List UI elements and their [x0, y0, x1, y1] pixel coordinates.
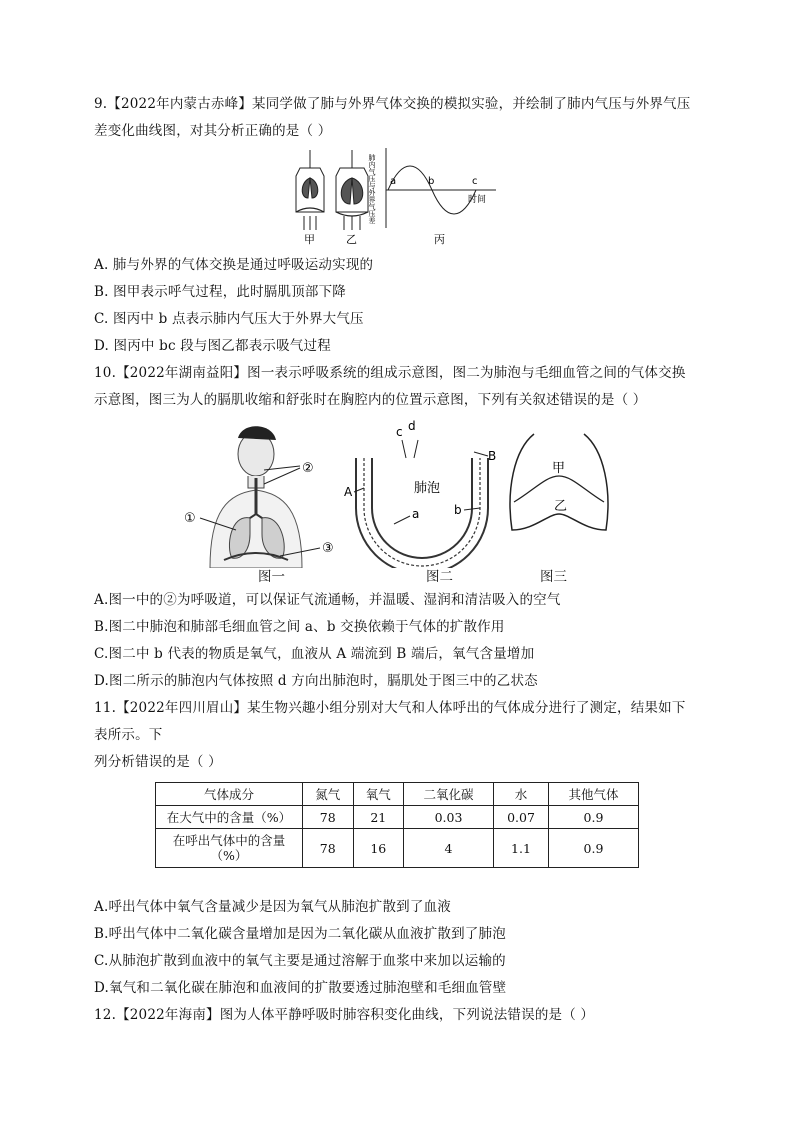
q11-option-c: C.从肺泡扩散到血液中的氧气主要是通过溶解于血浆中来加以运输的 [94, 953, 506, 969]
q11-stem-line2: 表所示。下 [94, 727, 163, 743]
table-cell: 0.07 [494, 806, 549, 829]
label-c: c [396, 425, 403, 439]
x-axis-label: 时间 [468, 195, 487, 205]
q10-stem-line1: 10.【2022年湖南益阳】图一表示呼吸系统的组成示意图，图二为肺泡与毛细血管之间的气体交换 [94, 365, 686, 381]
marker-1: ① [184, 511, 196, 526]
caption-fig2: 图二 [426, 569, 453, 585]
table-cell: 21 [353, 806, 404, 829]
table-cell: 78 [303, 806, 354, 829]
label-yi-fig3: 乙 [554, 499, 568, 514]
table-row [156, 829, 639, 868]
q10-option-d: D.图二所示的肺泡内气体按照 d 方向出肺泡时，膈肌处于图三中的乙状态 [94, 673, 538, 689]
caption-fig3: 图三 [540, 569, 567, 585]
label-bing: 丙 [434, 233, 445, 246]
table-cell: 4 [404, 829, 494, 868]
bell-jar-jia [296, 150, 324, 230]
point-c: c [472, 176, 478, 187]
diaphragm-figure [504, 430, 614, 560]
table-header: 二氧化碳 [404, 783, 494, 806]
label-alveolus: 肺泡 [414, 481, 441, 496]
label-jia: 甲 [304, 233, 315, 246]
q10-option-c: C.图二中 b 代表的物质是氧气，血液从 A 端流到 B 端后，氧气含量增加 [94, 646, 535, 662]
table-header: 水 [494, 783, 549, 806]
table-header: 气体成分 [156, 783, 303, 806]
table-cell: 78 [303, 829, 354, 868]
q11-stem-line3: 列分析错误的是（ ） [94, 754, 222, 770]
caption-fig1: 图一 [258, 569, 285, 585]
label-b: b [454, 503, 462, 517]
label-yi: 乙 [346, 233, 357, 246]
label-B: B [488, 449, 497, 463]
table-cell: 0.9 [548, 829, 638, 868]
q10-option-a: A.图一中的②为呼吸道，可以保证气流通畅，并温暖、湿润和清洁吸入的空气 [94, 592, 561, 608]
q11-option-b: B.呼出气体中二氧化碳含量增加是因为二氧化碳从血液扩散到了肺泡 [94, 926, 506, 942]
respiratory-system-figure [180, 418, 340, 568]
pressure-graph [368, 148, 497, 246]
table-header: 氮气 [303, 783, 354, 806]
alveolus-figure [342, 418, 502, 568]
q9-option-b: B. 图甲表示呼气过程，此时膈肌顶部下降 [94, 284, 347, 300]
label-a: a [412, 507, 420, 521]
table-cell: 在大气中的含量（%） [156, 806, 303, 829]
label-jia-fig3: 甲 [552, 461, 566, 476]
table-cell: 在呼出气体中的含量（%） [156, 829, 303, 868]
marker-3: ③ [322, 541, 334, 556]
q10-stem-line2: 示意图，图三为人的膈肌收缩和舒张时在胸腔内的位置示意图，下列有关叙述错误的是（ ） [94, 392, 647, 408]
gas-composition-table [155, 782, 639, 868]
bell-jar-yi [336, 150, 368, 230]
q9-figure [290, 146, 510, 246]
label-A: A [344, 485, 353, 499]
human-torso [210, 426, 302, 568]
q9-stem-line2: 差变化曲线图，对其分析正确的是（ ） [94, 123, 332, 139]
table-cell: 1.1 [494, 829, 549, 868]
marker-2: ② [302, 461, 314, 476]
table-row [156, 806, 639, 829]
y-axis-label: 肺内气压与外界气压差 [368, 154, 376, 224]
q10-option-b: B.图二中肺泡和肺部毛细血管之间 a、b 交换依赖于气体的扩散作用 [94, 619, 505, 635]
point-b: b [428, 176, 435, 187]
q12-stem-line1: 12.【2022年海南】图为人体平静呼吸时肺容积变化曲线，下列说法错误的是（ ） [94, 1007, 595, 1023]
q9-stem-line1: 9.【2022年内蒙古赤峰】某同学做了肺与外界气体交换的模拟实验，并绘制了肺内气压与外界气压 [94, 96, 691, 112]
q9-option-d: D. 图丙中 bc 段与图乙都表示吸气过程 [94, 338, 331, 354]
table-cell: 0.9 [548, 806, 638, 829]
table-header-row [156, 783, 639, 806]
point-a: a [390, 176, 397, 187]
table-cell: 0.03 [404, 806, 494, 829]
q9-option-a: A. 肺与外界的气体交换是通过呼吸运动实现的 [94, 257, 374, 273]
table-header: 氧气 [353, 783, 404, 806]
q11-option-d: D.氧气和二氧化碳在肺泡和血液间的扩散要透过肺泡壁和毛细血管壁 [94, 980, 507, 996]
table-header: 其他气体 [548, 783, 638, 806]
table-cell: 16 [353, 829, 404, 868]
label-d: d [408, 419, 416, 433]
q11-stem-line1: 11.【2022年四川眉山】某生物兴趣小组分别对大气和人体呼出的气体成分进行了测定，结果如下 [94, 700, 686, 716]
q9-option-c: C. 图丙中 b 点表示肺内气压大于外界大气压 [94, 311, 364, 327]
q11-option-a: A.呼出气体中氧气含量减少是因为氧气从肺泡扩散到了血液 [94, 899, 451, 915]
